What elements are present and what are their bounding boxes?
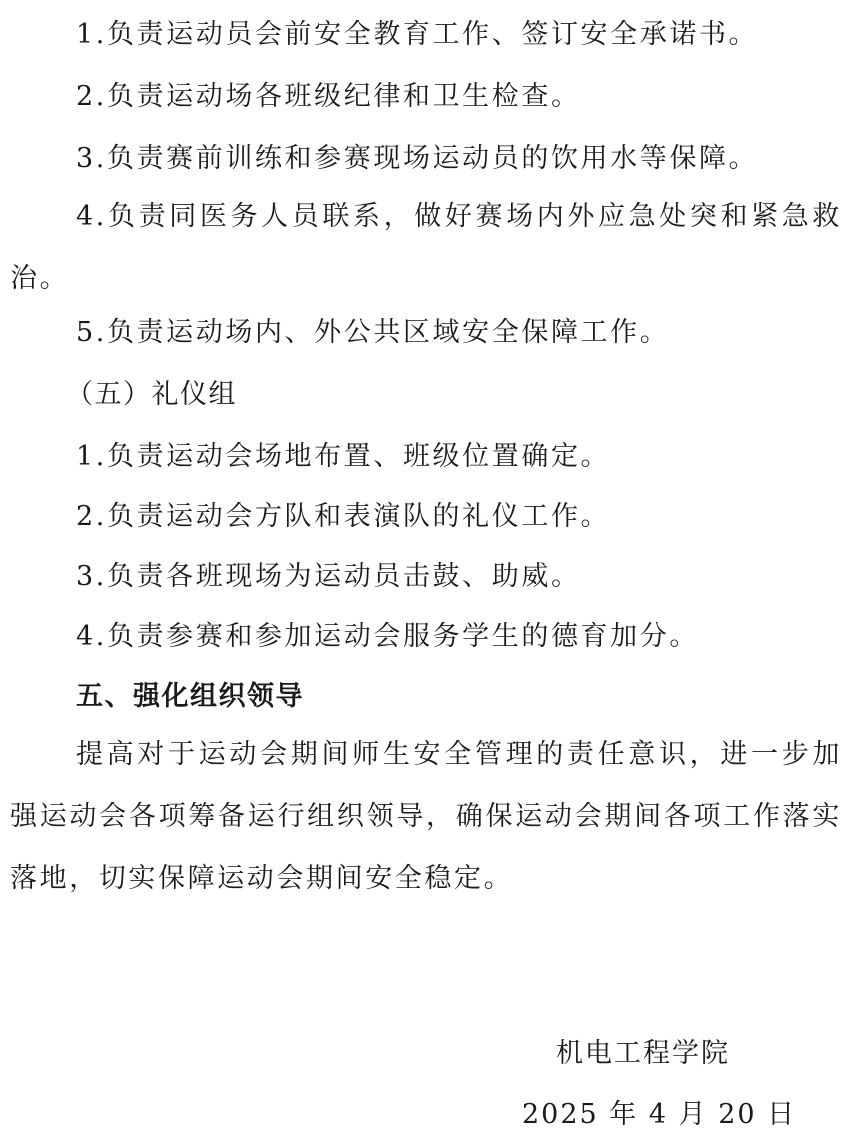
etiquette-group-title: （五）礼仪组	[66, 379, 237, 410]
etiquette-duty-3: 3.负责各班现场为运动员击鼓、助威。	[76, 561, 581, 592]
etiquette-duty-4: 4.负责参赛和参加运动会服务学生的德育加分。	[76, 621, 699, 652]
section-body: 提高对于运动会期间师生安全管理的责任意识，进一步加强运动会各项筹备运行组织领导，确保运动会期间各项工作落实落地，切实保障运动会期间安全稳定。	[10, 739, 842, 894]
safety-duty-1: 1.负责运动员会前安全教育工作、签订安全承诺书。	[76, 19, 759, 50]
section-heading: 五、强化组织领导	[76, 681, 304, 712]
safety-duty-4: 4.负责同医务人员联系，做好赛场内外应急处突和紧急救治。	[10, 201, 842, 294]
signature-organization: 机电工程学院	[556, 1038, 730, 1069]
safety-duty-3: 3.负责赛前训练和参赛现场运动员的饮用水等保障。	[76, 143, 759, 174]
signature-date: 2025 年 4 月 20 日	[522, 1099, 797, 1130]
etiquette-duty-2: 2.负责运动会方队和表演队的礼仪工作。	[76, 501, 611, 532]
safety-duty-2: 2.负责运动场各班级纪律和卫生检查。	[76, 81, 581, 112]
safety-duty-5: 5.负责运动场内、外公共区域安全保障工作。	[76, 317, 670, 348]
etiquette-duty-1: 1.负责运动会场地布置、班级位置确定。	[76, 441, 611, 472]
